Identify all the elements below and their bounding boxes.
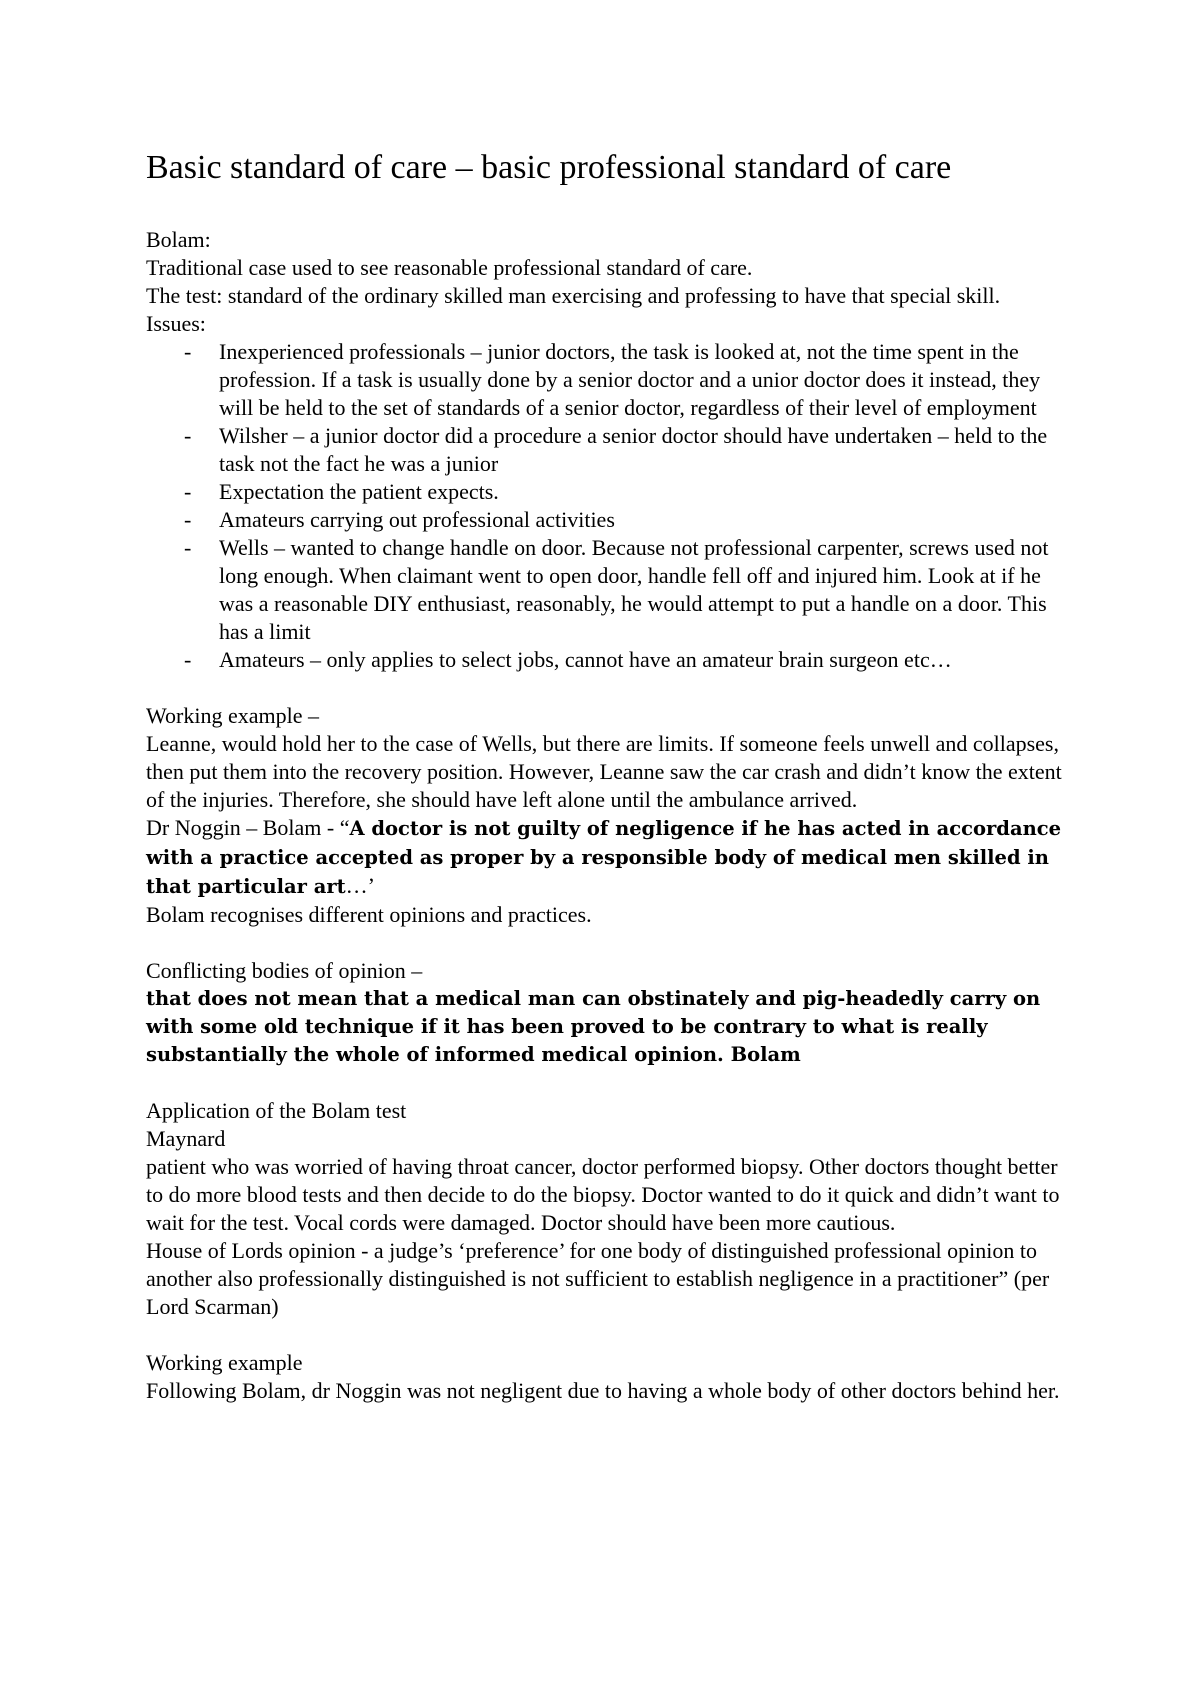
list-dash: - [184,479,192,504]
list-item-text: Inexperienced professionals – junior doctors, the task is looked at, not the time spent in the profession. If a task is usually done by a senior doctor and a unior doctor does it instead, they will be held to the set of standards of a senior doctor, regardless of their level of employment [219,339,1041,420]
list-dash: - [184,339,192,364]
maynard-body: patient who was worried of having throat cancer, doctor performed biopsy. Other doctors thought better to do more blood tests and then decide to do the biopsy. Doctor wanted to do it quick and didn’t want to wait for the test. Vocal cords were damaged. Doctor should have been more cautious. [146,1154,1060,1235]
bolam-line-2: The test: standard of the ordinary skilled man exercising and professing to have that special skill. [146,283,1001,308]
spacer [146,929,1076,957]
bolam-line-1: Traditional case used to see reasonable professional standard of care. [146,255,753,280]
spacer [146,1069,1076,1097]
list-dash: - [184,535,192,560]
noggin-prefix: Dr Noggin – Bolam - “ [146,815,350,840]
noggin-quote: A doctor is not guilty of negligence if he has acted in accordance with a practice accepted as proper by a responsible body of medical men skilled in that particular art [146,817,1062,898]
spacer [146,674,1076,702]
working-example-2-body: Following Bolam, dr Noggin was not negligent due to having a whole body of other doctors behind her. [146,1378,1060,1403]
list-item-text: Amateurs carrying out professional activities [219,507,615,532]
working-example-1-heading: Working example – [146,703,319,728]
list-item-text: Amateurs – only applies to select jobs, cannot have an amateur brain surgeon etc… [219,647,952,672]
application-heading: Application of the Bolam test [146,1098,407,1123]
list-dash: - [184,647,192,672]
noggin-paragraph [146,814,1076,901]
bolam-recognises: Bolam recognises different opinions and practices. [146,902,592,927]
issues-list [146,338,1076,674]
issues-label: Issues: [146,311,206,336]
list-item-text: Wilsher – a junior doctor did a procedure a senior doctor should have undertaken – held to the task not the fact he was a junior [219,423,1048,476]
document-content [146,146,1076,1405]
list-item [146,534,1076,646]
house-of-lords-opinion: House of Lords opinion - a judge’s ‘preference’ for one body of distinguished professional opinion to another also professionally distinguished is not sufficient to establish negligence in a practitioner” (per Lord Scarman) [146,1238,1050,1319]
list-item [146,646,1076,674]
list-dash: - [184,507,192,532]
noggin-suffix: …’ [345,873,375,898]
conflicting-quote: that does not mean that a medical man can obstinately and pig-headedly carry on with some old technique if it has been proved to be contrary to what is really substantially the whole of informed medical opinion. Bolam [146,987,1041,1066]
list-item-text: Wells – wanted to change handle on door. Because not professional carpenter, screws used not long enough. When claimant went to open door, handle fell off and injured him. Look at if he was a reasonable DIY enthusiast, reasonably, he would attempt to put a handle on a door. This has a limit [219,535,1049,644]
maynard-case: Maynard [146,1126,226,1151]
list-item [146,478,1076,506]
working-example-1-body: Leanne, would hold her to the case of Wells, but there are limits. If someone feels unwell and collapses, then put them into the recovery position. However, Leanne saw the car crash and didn’t know the extent of the injuries. Therefore, she should have left alone until the ambulance arrived. [146,731,1062,812]
page-title: Basic standard of care – basic professional standard of care [146,149,952,186]
list-dash: - [184,423,192,448]
spacer [146,1321,1076,1349]
conflicting-heading: Conflicting bodies of opinion – [146,958,423,983]
list-item [146,506,1076,534]
list-item [146,422,1076,478]
bolam-heading: Bolam: [146,227,211,252]
list-item-text: Expectation the patient expects. [219,479,499,504]
list-item [146,338,1076,422]
working-example-2-heading: Working example [146,1350,303,1375]
